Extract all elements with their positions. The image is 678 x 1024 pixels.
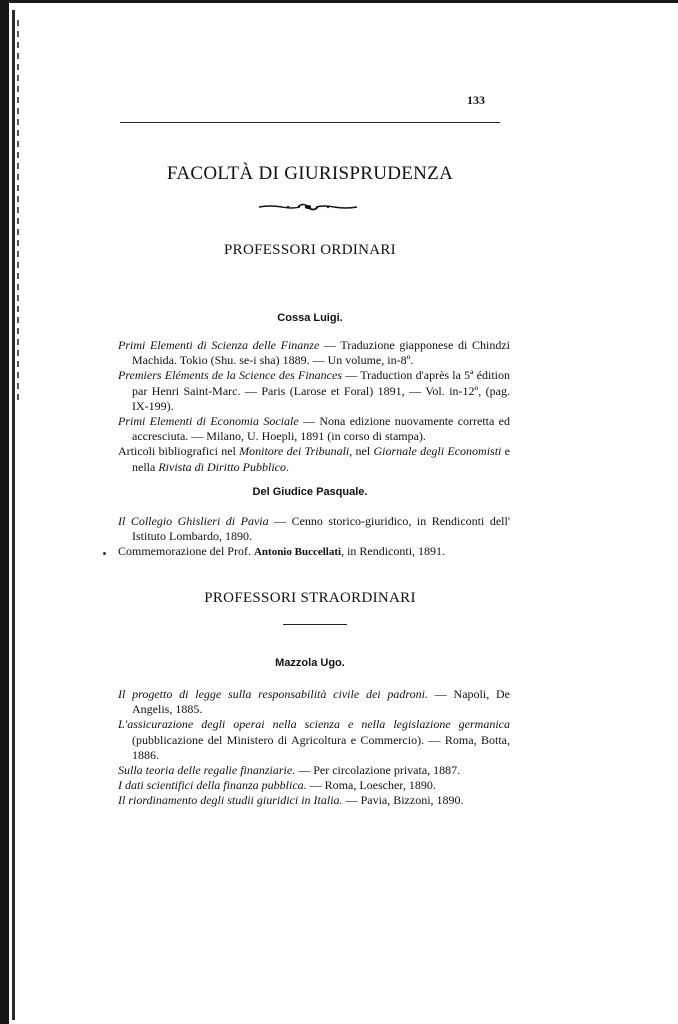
bibliography-cossa <box>118 338 510 475</box>
text: , in Rendiconti, 1891. <box>341 544 446 559</box>
bib-entry <box>118 778 510 793</box>
work-details: — Cenno storico-giuridico, in Rendiconti dell' Istituto Lombardo, 1890. <box>132 514 510 544</box>
journal-title: Giornale degli Economisti <box>373 444 502 459</box>
bib-entry <box>118 717 510 763</box>
bib-entry <box>118 793 510 808</box>
journal-title: Rivista di Diritto Pubblico <box>158 459 286 474</box>
header-rule <box>120 122 500 123</box>
scan-top-edge <box>0 0 678 3</box>
work-details: — Pavia, Bizzoni, 1890. <box>342 793 464 808</box>
section-title-ordinari: PROFESSORI ORDINARI <box>224 242 396 258</box>
bib-entry <box>118 368 510 414</box>
bibliography-mazzola <box>118 687 510 809</box>
bib-entry <box>118 544 510 560</box>
work-details: — Napoli, De Angelis, 1885. <box>132 687 510 717</box>
text: Commemorazione del Prof. <box>118 544 254 559</box>
bib-entry <box>118 444 510 474</box>
work-details: — Nona edizione nuovamente corretta ed accresciuta. — Milano, U. Hoepli, 1891 (in corso di stampa). <box>132 414 511 444</box>
bib-entry <box>118 514 510 544</box>
work-details: — Traduzione giapponese di Chindzi Machida. Tokio (Shu. se-i sha) 1889. — Un volume, in-8º. <box>132 338 510 368</box>
ornament-divider <box>258 200 358 214</box>
work-title: Premiers Eléments de la Science des Finances <box>118 368 343 383</box>
bibliography-del-giudice <box>118 514 510 561</box>
work-title: Il progetto di legge sulla responsabilità civile dei padroni. <box>118 687 428 701</box>
author-mazzola: Mazzola Ugo. <box>275 657 345 669</box>
work-title: Primi Elementi di Scienza delle Finanze <box>118 338 320 352</box>
bib-entry <box>118 687 510 717</box>
bib-entry <box>118 414 510 444</box>
section-rule <box>283 624 347 625</box>
work-details: — Per circolazione privata, 1887. <box>295 763 461 778</box>
text: e nella <box>132 444 510 474</box>
work-title: Il Collegio Ghislieri di Pavia <box>118 514 269 528</box>
bib-entry <box>118 338 510 368</box>
scan-speck <box>103 552 106 555</box>
scan-binding-shadow <box>12 10 15 1020</box>
text: , nel <box>349 444 374 459</box>
work-details: — Traduction d'après la 5ª édition par Henri Saint-Marc. — Paris (Larose et Foral) 1891, — Vol. in-12º, (pag. IX-199). <box>132 368 510 413</box>
person-name: Antonio Buccellati <box>253 546 342 559</box>
faculty-title: FACOLTÀ DI GIURISPRUDENZA <box>166 163 454 184</box>
section-title-straordinari: PROFESSORI STRAORDINARI <box>204 590 416 606</box>
work-details: — Roma, Loescher, 1890. <box>306 778 436 793</box>
work-title: L'assicurazione degli operai nella scienza e nella legislazione germanica <box>118 717 510 732</box>
work-title: Il riordinamento degli studii giuridici in Italia. <box>118 793 343 808</box>
text: . <box>286 459 289 474</box>
work-title: Primi Elementi di Economia Sociale <box>118 414 299 429</box>
journal-title: Monitore dei Tribunali <box>239 444 350 459</box>
author-del-giudice: Del Giudice Pasquale. <box>252 486 368 498</box>
scan-binding-texture <box>17 20 19 400</box>
text: Articoli bibliografici nel <box>118 444 240 459</box>
work-title: I dati scientifici della finanza pubblica. <box>118 778 307 793</box>
work-title: Sulla teoria delle regalie finanziarie. <box>118 763 296 778</box>
page-number: 133 <box>467 93 485 107</box>
scan-binding-edge <box>0 0 9 1024</box>
author-cossa: Cossa Luigi. <box>277 312 343 324</box>
bib-entry <box>118 763 510 778</box>
work-details: (pubblicazione del Ministero di Agricoltura e Commercio). — Roma, Botta, 1886. <box>132 732 510 762</box>
